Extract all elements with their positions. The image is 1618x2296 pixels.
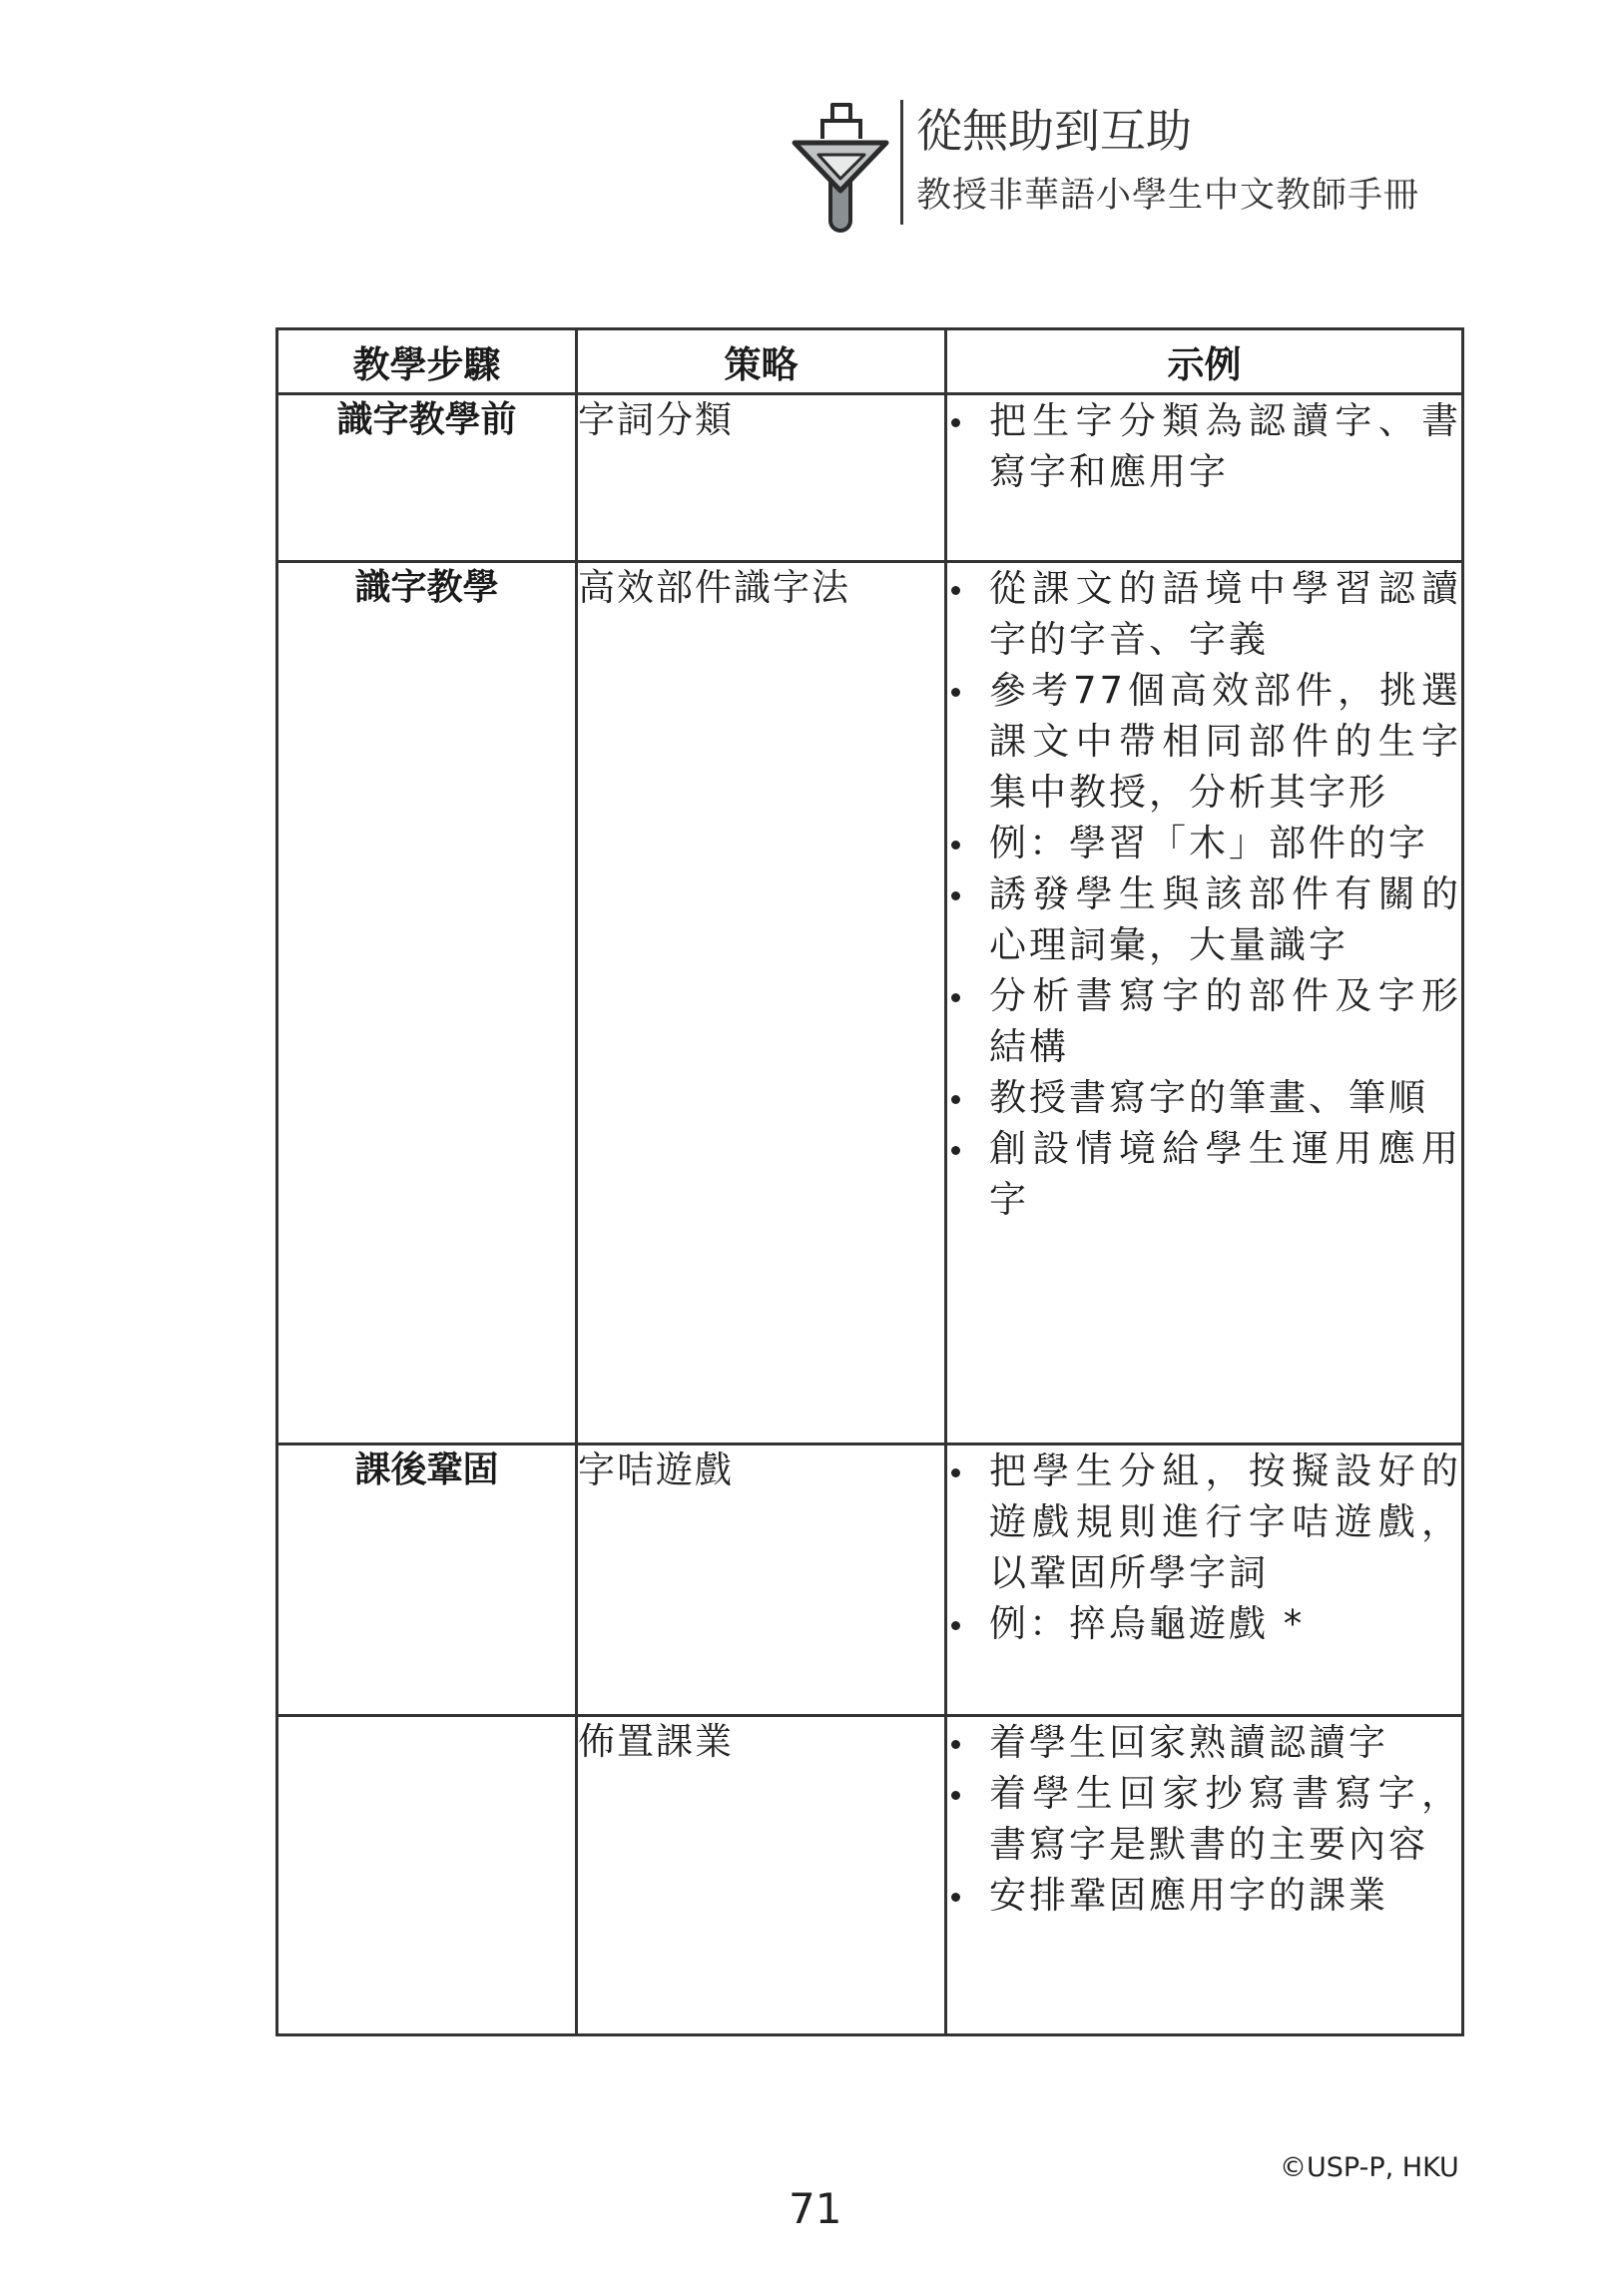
example-item: 參考77個高效部件，挑選課文中帶相同部件的生字集中教授，分析其字形 bbox=[947, 665, 1461, 818]
example-item: 分析書寫字的部件及字形結構 bbox=[947, 970, 1461, 1072]
examples-list bbox=[947, 1717, 1461, 1921]
strategy-cell: 字咭遊戲 bbox=[577, 1444, 946, 1716]
document-title: 從無助到互助 bbox=[916, 104, 1192, 158]
example-item: 例：捽烏龜遊戲 * bbox=[947, 1598, 1461, 1649]
table-header-row bbox=[277, 329, 1463, 394]
document-subtitle: 教授非華語小學生中文教師手冊 bbox=[916, 176, 1420, 216]
step-cell bbox=[277, 1716, 577, 2035]
examples-list bbox=[947, 395, 1461, 497]
column-header-examples: 示例 bbox=[946, 329, 1463, 394]
copyright-notice: ©USP-P, HKU bbox=[1280, 2152, 1459, 2183]
column-header-step: 教學步驟 bbox=[277, 329, 577, 394]
example-item: 安排鞏固應用字的課業 bbox=[947, 1870, 1461, 1921]
step-cell: 課後鞏固 bbox=[277, 1444, 577, 1716]
table-row bbox=[277, 1444, 1463, 1716]
teaching-logo-icon bbox=[789, 95, 898, 235]
teaching-steps-table bbox=[275, 327, 1464, 2036]
strategy-cell: 佈置課業 bbox=[577, 1716, 946, 2035]
example-item: 把生字分類為認讀字、書寫字和應用字 bbox=[947, 395, 1461, 497]
examples-list bbox=[947, 563, 1461, 1225]
table-row bbox=[277, 562, 1463, 1444]
examples-cell bbox=[946, 562, 1463, 1444]
table-row bbox=[277, 1716, 1463, 2035]
examples-list bbox=[947, 1445, 1461, 1649]
example-item: 誘發學生與該部件有關的心理詞彙，大量識字 bbox=[947, 868, 1461, 970]
step-cell: 識字教學前 bbox=[277, 394, 577, 562]
example-item: 例：學習「木」部件的字 bbox=[947, 818, 1461, 868]
examples-cell bbox=[946, 394, 1463, 562]
example-item: 把學生分組，按擬設好的遊戲規則進行字咭遊戲，以鞏固所學字詞 bbox=[947, 1445, 1461, 1598]
step-cell: 識字教學 bbox=[277, 562, 577, 1444]
example-item: 創設情境給學生運用應用字 bbox=[947, 1123, 1461, 1225]
example-item: 教授書寫字的筆畫、筆順 bbox=[947, 1072, 1461, 1123]
examples-cell bbox=[946, 1716, 1463, 2035]
page-number: 71 bbox=[789, 2184, 842, 2233]
examples-cell bbox=[946, 1444, 1463, 1716]
page-header bbox=[789, 95, 1507, 235]
example-item: 着學生回家熟讀認讀字 bbox=[947, 1717, 1461, 1768]
table-row bbox=[277, 394, 1463, 562]
example-item: 着學生回家抄寫書寫字，書寫字是默書的主要內容 bbox=[947, 1768, 1461, 1870]
strategy-cell: 字詞分類 bbox=[577, 394, 946, 562]
header-divider bbox=[900, 100, 903, 225]
column-header-strategy: 策略 bbox=[577, 329, 946, 394]
strategy-cell: 高效部件識字法 bbox=[577, 562, 946, 1444]
example-item: 從課文的語境中學習認讀字的字音、字義 bbox=[947, 563, 1461, 665]
